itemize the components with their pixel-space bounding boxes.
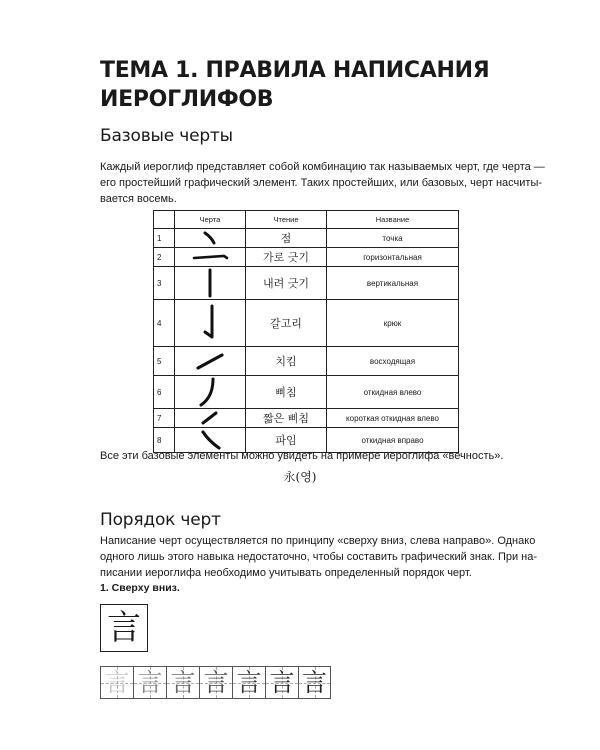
stroke-name: точка (327, 229, 459, 248)
after-table-line: Все эти базовые элементы можно увидеть на примере иероглифа «вечность». (100, 450, 504, 462)
row-number: 4 (154, 300, 175, 347)
stroke-step-char: 言 (236, 668, 262, 697)
stroke-step-char: 言 (104, 668, 130, 697)
intro-line: Каждый иероглиф представляет собой комбинацию так называемых черт, где черта — (100, 161, 545, 173)
stroke-reading: 치킴 (246, 347, 327, 376)
dot-stroke-icon (175, 229, 246, 248)
example-character: 言 (107, 608, 141, 648)
stroke-name: откидная вправо (327, 428, 459, 453)
stroke-step-char: 言 (137, 668, 163, 697)
column-header-name: Название (327, 211, 459, 229)
stroke-reading: 내려 긋기 (246, 267, 327, 300)
stroke-step-cell (265, 666, 298, 699)
stroke-step-cell (100, 666, 133, 699)
column-header-reading: Чтение (246, 211, 327, 229)
stroke-step-cell (166, 666, 199, 699)
row-number: 1 (154, 229, 175, 248)
rising-stroke-icon (175, 347, 246, 376)
stroke-name: крюк (327, 300, 459, 347)
table-row (154, 248, 459, 267)
stroke-step-char: 言 (170, 668, 196, 697)
table-row (154, 409, 459, 428)
stroke-name: откидная влево (327, 376, 459, 409)
row-number: 8 (154, 428, 175, 453)
stroke-reading: 삐침 (246, 376, 327, 409)
left-falling-stroke-icon (175, 376, 246, 409)
stroke-step-cell (133, 666, 166, 699)
column-header-stroke: Черта (175, 211, 246, 229)
page-title (100, 56, 540, 114)
stroke-order-paragraph (100, 533, 538, 581)
stroke-step-char: 言 (301, 668, 327, 697)
after-table-text (100, 448, 520, 464)
basic-strokes-table (153, 210, 459, 453)
section-heading-stroke-order: Порядок черт (100, 510, 221, 530)
page-title-line2: ИЕРОГЛИФОВ (100, 87, 274, 112)
table-row (154, 267, 459, 300)
stroke-reading: 점 (246, 229, 327, 248)
intro-line: его простейший графический элемент. Таких простейших, или базовых, черт насчиты- (100, 177, 543, 189)
table-row (154, 347, 459, 376)
intro-paragraph (100, 159, 545, 207)
row-number: 3 (154, 267, 175, 300)
section-heading-basic-strokes: Базовые черты (100, 126, 233, 146)
row-number: 2 (154, 248, 175, 267)
stroke-reading: 파임 (246, 428, 327, 453)
example-character-box (100, 604, 148, 652)
hook-stroke-icon (175, 300, 246, 347)
row-number: 7 (154, 409, 175, 428)
row-number: 5 (154, 347, 175, 376)
row-number: 6 (154, 376, 175, 409)
column-header-number (154, 211, 175, 229)
page-title-line1: ТЕМА 1. ПРАВИЛА НАПИСАНИЯ (100, 58, 490, 83)
table-header-row (154, 211, 459, 229)
short-left-falling-stroke-icon (175, 409, 246, 428)
stroke-step-char: 言 (269, 668, 295, 697)
stroke-order-line: одного лишь этого навыка недостаточно, чтобы составить графический знак. При на- (100, 551, 538, 563)
stroke-order-line: писании иероглифа необходимо учитывать определенный порядок черт. (100, 567, 472, 579)
stroke-order-steps (100, 666, 331, 699)
stroke-step-cell (199, 666, 232, 699)
intro-line: вается восемь. (100, 193, 177, 205)
stroke-step-char: 言 (203, 668, 229, 697)
stroke-step-cell (232, 666, 265, 699)
stroke-reading: 짧은 삐침 (246, 409, 327, 428)
horizontal-stroke-icon (175, 248, 246, 267)
stroke-name: вертикальная (327, 267, 459, 300)
eternity-example: 永(영) (283, 470, 317, 484)
stroke-step-cell (298, 666, 331, 699)
stroke-reading: 갈고리 (246, 300, 327, 347)
rule-top-to-bottom: 1. Сверху вниз. (100, 582, 180, 594)
vertical-stroke-icon (175, 267, 246, 300)
stroke-order-line: Написание черт осуществляется по принципу «сверху вниз, слева направо». Однако (100, 535, 536, 547)
table-row (154, 229, 459, 248)
stroke-name: восходящая (327, 347, 459, 376)
stroke-name: горизонтальная (327, 248, 459, 267)
stroke-reading: 가로 긋기 (246, 248, 327, 267)
table-row (154, 376, 459, 409)
stroke-name: короткая откидная влево (327, 409, 459, 428)
table-row (154, 300, 459, 347)
